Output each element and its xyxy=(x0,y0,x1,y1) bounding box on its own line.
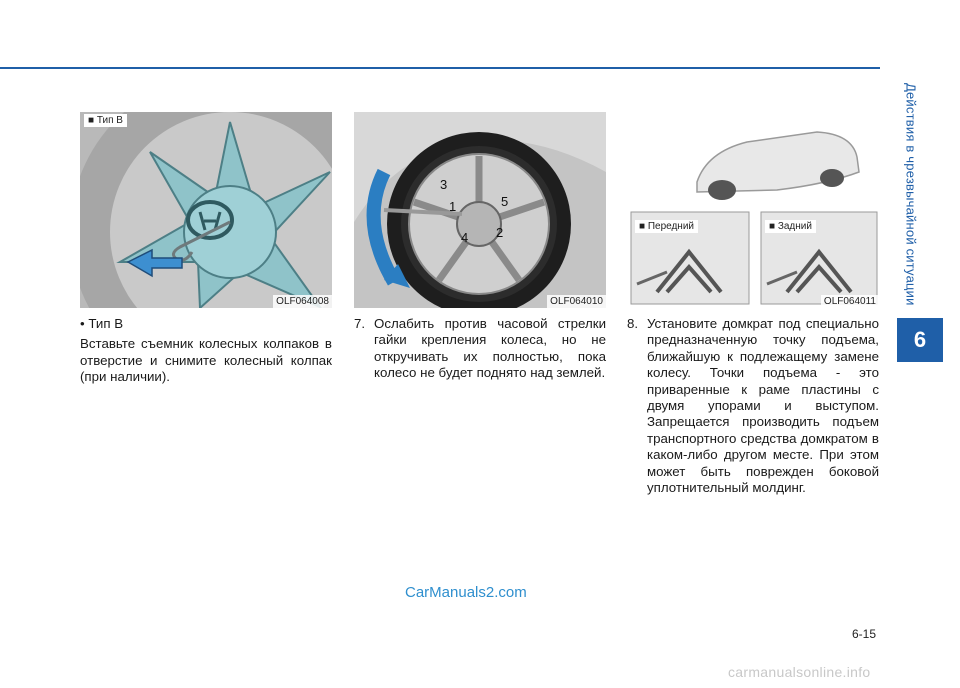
figure-wheel-cap xyxy=(80,112,332,308)
lug-label-1: 1 xyxy=(449,199,457,214)
paragraph-wheel-cap: Вставьте съемник колесных колпаков в отверстие и снимите колесный колпак (при наличии). xyxy=(80,336,332,385)
chapter-tab xyxy=(897,318,943,362)
column-wheel-cap xyxy=(80,316,332,386)
figure-tag-rear: ■ Задний xyxy=(765,220,816,233)
column-step-7 xyxy=(354,316,606,382)
step-8-text: Установите домкрат под специально предназначенную точку подъема, ближайшую к подлежащему замене колесу. Точки подъема - это приваренные к раме пластины с двумя упорами и выступом. Запрещается производить подъем транспортного средства домкратом в каком-либо другом месте. При этом может быть поврежден боковой уплотнительный молдинг. xyxy=(647,316,879,496)
figure-tag-front: ■ Передний xyxy=(635,220,698,233)
page-number: 6-15 xyxy=(852,627,877,641)
wheel-cap-illustration xyxy=(80,112,332,308)
figure-code: OLF064010 xyxy=(547,295,606,308)
lug-label-5: 5 xyxy=(501,194,509,209)
figure-code: OLF064011 xyxy=(821,295,879,308)
column-step-8 xyxy=(627,316,879,496)
figure-jack-points xyxy=(627,112,879,308)
jack-points-illustration xyxy=(627,112,879,308)
figure-code: OLF064008 xyxy=(273,295,332,308)
lug-label-3: 3 xyxy=(440,177,448,192)
section-title-text: Действия в чрезвычайной ситуации xyxy=(903,82,919,306)
header-rule xyxy=(0,67,880,69)
figure-tag: ■ Тип B xyxy=(84,114,127,127)
step-7-text: Ослабить против часовой стрелки гайки крепления колеса, но не откручивать их полностью, пока колесо не будет поднято над землей. xyxy=(374,316,606,381)
step-8-number: 8. xyxy=(627,316,639,331)
site-watermark: carmanualsonline.info xyxy=(728,664,871,680)
watermark-link[interactable]: CarManuals2.com xyxy=(405,584,527,601)
wheel-lug-nut-illustration xyxy=(354,112,606,308)
section-title xyxy=(897,80,925,308)
step-7-number: 7. xyxy=(354,316,366,331)
lug-label-2: 2 xyxy=(496,225,504,240)
chapter-number: 6 xyxy=(913,327,927,352)
figure-lug-nuts xyxy=(354,112,606,308)
lug-label-4: 4 xyxy=(461,230,469,245)
bullet-type-b: • Тип B xyxy=(80,316,124,331)
